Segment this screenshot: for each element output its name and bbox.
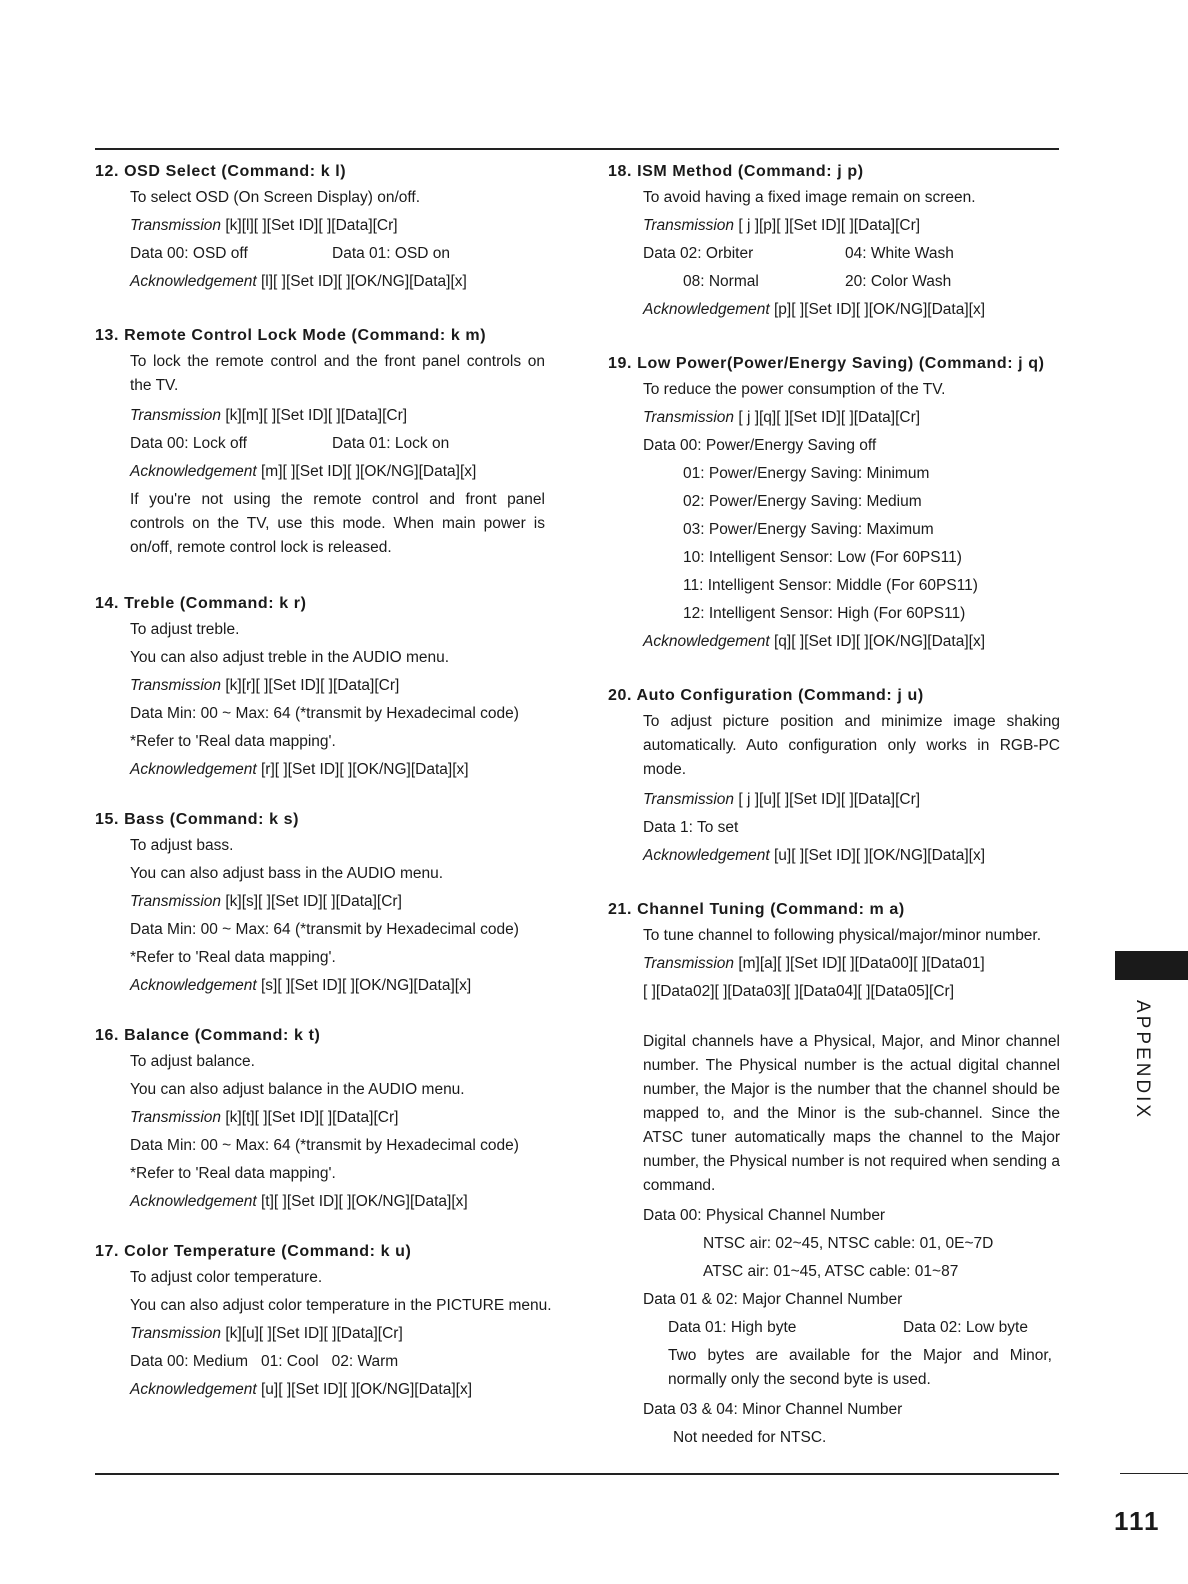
acknowledgement-line — [130, 1188, 545, 1216]
acknowledgement-line — [130, 268, 545, 296]
section-treble — [95, 592, 545, 784]
acknowledgement-command: [r][ ][Set ID][ ][OK/NG][Data][x] — [260, 761, 469, 778]
data-item: 11: Intelligent Sensor: Middle (For 60PS11) — [683, 577, 978, 594]
bottom-rule — [95, 1473, 1059, 1475]
note: Two bytes are available for the Major and Minor, normally only the second byte is used. — [668, 1347, 1052, 1388]
description: You can also adjust treble in the AUDIO menu. — [130, 649, 450, 666]
acknowledgement-label: Acknowledgement — [130, 273, 257, 290]
transmission-command: [m][a][ ][Set ID][ ][Data00][ ][Data01] — [738, 955, 985, 972]
transmission-command: [k][m][ ][Set ID][ ][Data][Cr] — [225, 407, 408, 424]
description: You can also adjust bass in the AUDIO menu. — [130, 865, 444, 882]
acknowledgement-command: [u][ ][Set ID][ ][OK/NG][Data][x] — [773, 847, 986, 864]
description: To reduce the power consumption of the TV. — [643, 381, 946, 398]
transmission-label: Transmission — [130, 893, 222, 910]
acknowledgement-command: [s][ ][Set ID][ ][OK/NG][Data][x] — [260, 977, 472, 994]
data-value: Data 00: Lock off — [130, 435, 247, 452]
acknowledgement-label: Acknowledgement — [130, 761, 257, 778]
acknowledgement-line — [643, 842, 1060, 870]
description: You can also adjust color temperature in the PICTURE menu. — [130, 1297, 552, 1314]
data-item: 01: Power/Energy Saving: Minimum — [683, 465, 930, 482]
transmission-line — [643, 404, 1060, 432]
reference-note: *Refer to 'Real data mapping'. — [130, 949, 336, 966]
transmission-command: [k][t][ ][Set ID][ ][Data][Cr] — [225, 1109, 399, 1126]
data-value: Data 01: Lock on — [332, 435, 450, 452]
description: To select OSD (On Screen Display) on/off. — [130, 189, 421, 206]
transmission-command-continued: [ ][Data02][ ][Data03][ ][Data04][ ][Data05][Cr] — [643, 983, 955, 1000]
acknowledgement-label: Acknowledgement — [643, 847, 770, 864]
acknowledgement-label: Acknowledgement — [130, 463, 257, 480]
acknowledgement-command: [q][ ][Set ID][ ][OK/NG][Data][x] — [773, 633, 986, 650]
transmission-command: [k][r][ ][Set ID][ ][Data][Cr] — [225, 677, 400, 694]
acknowledgement-command: [m][ ][Set ID][ ][OK/NG][Data][x] — [260, 463, 477, 480]
transmission-label: Transmission — [130, 677, 222, 694]
acknowledgement-label: Acknowledgement — [130, 1381, 257, 1398]
transmission-command: [ j ][q][ ][Set ID][ ][Data][Cr] — [738, 409, 921, 426]
section-channel-tuning — [608, 898, 1060, 1452]
section-ism-method — [608, 160, 1060, 324]
right-column — [608, 160, 1060, 1452]
transmission-command: [ j ][p][ ][Set ID][ ][Data][Cr] — [738, 217, 921, 234]
data-line: Data 00: Power/Energy Saving off — [643, 437, 877, 454]
section-title: 16. Balance (Command: k t) — [95, 1027, 321, 1044]
transmission-command: [k][l][ ][Set ID][ ][Data][Cr] — [225, 217, 398, 234]
data-line: Data 01 & 02: Major Channel Number — [643, 1291, 903, 1308]
data-line — [130, 240, 545, 268]
transmission-line — [643, 786, 1060, 814]
acknowledgement-label: Acknowledgement — [130, 1193, 257, 1210]
section-balance — [95, 1024, 545, 1216]
description: You can also adjust balance in the AUDIO menu. — [130, 1081, 465, 1098]
data-line: Data 1: To set — [643, 819, 739, 836]
description: To adjust picture position and minimize image shaking automatically. Auto configuration only works in RGB-PC mode. — [643, 713, 1060, 778]
transmission-command: [k][s][ ][Set ID][ ][Data][Cr] — [225, 893, 402, 910]
data-value: 20: Color Wash — [845, 273, 952, 290]
channel-explanation: Digital channels have a Physical, Major, and Minor channel number. The Physical number is the actual digital channel number, the Major is the number that the channel should be mapped to, and the Minor is the sub-channel. Since the ATSC tuner automatically maps the channel to the Major number, the Physical number is not required when sending a command. — [643, 1033, 1060, 1194]
page-number: 111 — [1114, 1506, 1161, 1536]
transmission-command: [ j ][u][ ][Set ID][ ][Data][Cr] — [738, 791, 921, 808]
data-item: Not needed for NTSC. — [673, 1429, 827, 1446]
reference-note: *Refer to 'Real data mapping'. — [130, 1165, 336, 1182]
transmission-line — [130, 672, 545, 700]
data-value: Data 02: Orbiter — [643, 245, 754, 262]
acknowledgement-line — [643, 296, 1060, 324]
data-line: Data 03 & 04: Minor Channel Number — [643, 1401, 903, 1418]
acknowledgement-line — [130, 1376, 545, 1404]
acknowledgement-command: [l][ ][Set ID][ ][OK/NG][Data][x] — [260, 273, 467, 290]
data-value: Data 01: OSD on — [332, 245, 451, 262]
description: To adjust color temperature. — [130, 1269, 323, 1286]
appendix-tab-marker — [1115, 951, 1188, 980]
description: To adjust bass. — [130, 837, 234, 854]
section-title: 19. Low Power(Power/Energy Saving) (Command: j q) — [608, 355, 1045, 372]
data-item: NTSC air: 02~45, NTSC cable: 01, 0E~7D — [703, 1235, 994, 1252]
acknowledgement-line — [130, 756, 545, 784]
acknowledgement-command: [p][ ][Set ID][ ][OK/NG][Data][x] — [773, 301, 986, 318]
acknowledgement-command: [u][ ][Set ID][ ][OK/NG][Data][x] — [260, 1381, 473, 1398]
transmission-label: Transmission — [130, 407, 222, 424]
data-line: Data 00: Physical Channel Number — [643, 1207, 886, 1224]
data-value: 08: Normal — [683, 273, 759, 290]
acknowledgement-line — [130, 972, 545, 1000]
description: To avoid having a fixed image remain on screen. — [643, 189, 976, 206]
description: To adjust balance. — [130, 1053, 255, 1070]
section-title: 13. Remote Control Lock Mode (Command: k m) — [95, 327, 487, 344]
transmission-line — [130, 1104, 545, 1132]
transmission-label: Transmission — [130, 217, 222, 234]
transmission-command: [k][u][ ][Set ID][ ][Data][Cr] — [225, 1325, 403, 1342]
top-rule — [95, 148, 1059, 150]
transmission-label: Transmission — [643, 409, 735, 426]
data-value: Data 01: High byte — [668, 1319, 797, 1336]
section-auto-configuration — [608, 684, 1060, 870]
acknowledgement-label: Acknowledgement — [130, 977, 257, 994]
transmission-line — [130, 1320, 545, 1348]
appendix-side-label: APPENDIX — [1132, 1000, 1153, 1121]
section-low-power — [608, 352, 1060, 656]
transmission-label: Transmission — [130, 1109, 222, 1126]
description: To lock the remote control and the front panel controls on the TV. — [130, 353, 545, 394]
data-item: 03: Power/Energy Saving: Maximum — [683, 521, 934, 538]
section-title: 20. Auto Configuration (Command: j u) — [608, 687, 924, 704]
transmission-line — [643, 212, 1060, 240]
data-line — [130, 430, 545, 458]
acknowledgement-command: [t][ ][Set ID][ ][OK/NG][Data][x] — [260, 1193, 468, 1210]
section-remote-control-lock — [95, 324, 545, 560]
section-title: 14. Treble (Command: k r) — [95, 595, 307, 612]
section-title: 15. Bass (Command: k s) — [95, 811, 300, 828]
left-column — [95, 160, 552, 1404]
data-value: Data 00: OSD off — [130, 245, 248, 262]
data-line — [643, 240, 1060, 268]
section-title: 12. OSD Select (Command: k l) — [95, 163, 347, 180]
data-line: Data 00: Medium 01: Cool 02: Warm — [130, 1353, 399, 1370]
description: To tune channel to following physical/major/minor number. — [643, 927, 1042, 944]
section-title: 21. Channel Tuning (Command: m a) — [608, 901, 905, 918]
description: To adjust treble. — [130, 621, 240, 638]
note: If you're not using the remote control and front panel controls on the TV, use this mode. When main power is on/off, remote control lock is released. — [130, 491, 545, 556]
transmission-label: Transmission — [643, 217, 735, 234]
data-line — [643, 1314, 1060, 1342]
section-osd-select — [95, 160, 545, 296]
data-line — [643, 268, 1060, 296]
reference-note: *Refer to 'Real data mapping'. — [130, 733, 336, 750]
data-line: Data Min: 00 ~ Max: 64 (*transmit by Hexadecimal code) — [130, 705, 519, 722]
section-bass — [95, 808, 545, 1000]
transmission-line — [130, 888, 545, 916]
data-item: 02: Power/Energy Saving: Medium — [683, 493, 922, 510]
data-value: 04: White Wash — [845, 245, 954, 262]
data-value: Data 02: Low byte — [903, 1319, 1028, 1336]
transmission-label: Transmission — [643, 791, 735, 808]
transmission-line — [643, 950, 1060, 978]
section-color-temperature — [95, 1240, 552, 1404]
section-title: 17. Color Temperature (Command: k u) — [95, 1243, 412, 1260]
data-line: Data Min: 00 ~ Max: 64 (*transmit by Hexadecimal code) — [130, 1137, 519, 1154]
data-item: ATSC air: 01~45, ATSC cable: 01~87 — [703, 1263, 959, 1280]
transmission-line — [130, 402, 545, 430]
transmission-label: Transmission — [130, 1325, 222, 1342]
acknowledgement-label: Acknowledgement — [643, 633, 770, 650]
transmission-label: Transmission — [643, 955, 735, 972]
transmission-line — [130, 212, 545, 240]
data-line: Data Min: 00 ~ Max: 64 (*transmit by Hexadecimal code) — [130, 921, 519, 938]
page-number-rule — [1120, 1473, 1188, 1474]
acknowledgement-label: Acknowledgement — [643, 301, 770, 318]
acknowledgement-line — [130, 458, 545, 486]
data-item: 12: Intelligent Sensor: High (For 60PS11) — [683, 605, 966, 622]
acknowledgement-line — [643, 628, 1060, 656]
data-item: 10: Intelligent Sensor: Low (For 60PS11) — [683, 549, 962, 566]
section-title: 18. ISM Method (Command: j p) — [608, 163, 864, 180]
